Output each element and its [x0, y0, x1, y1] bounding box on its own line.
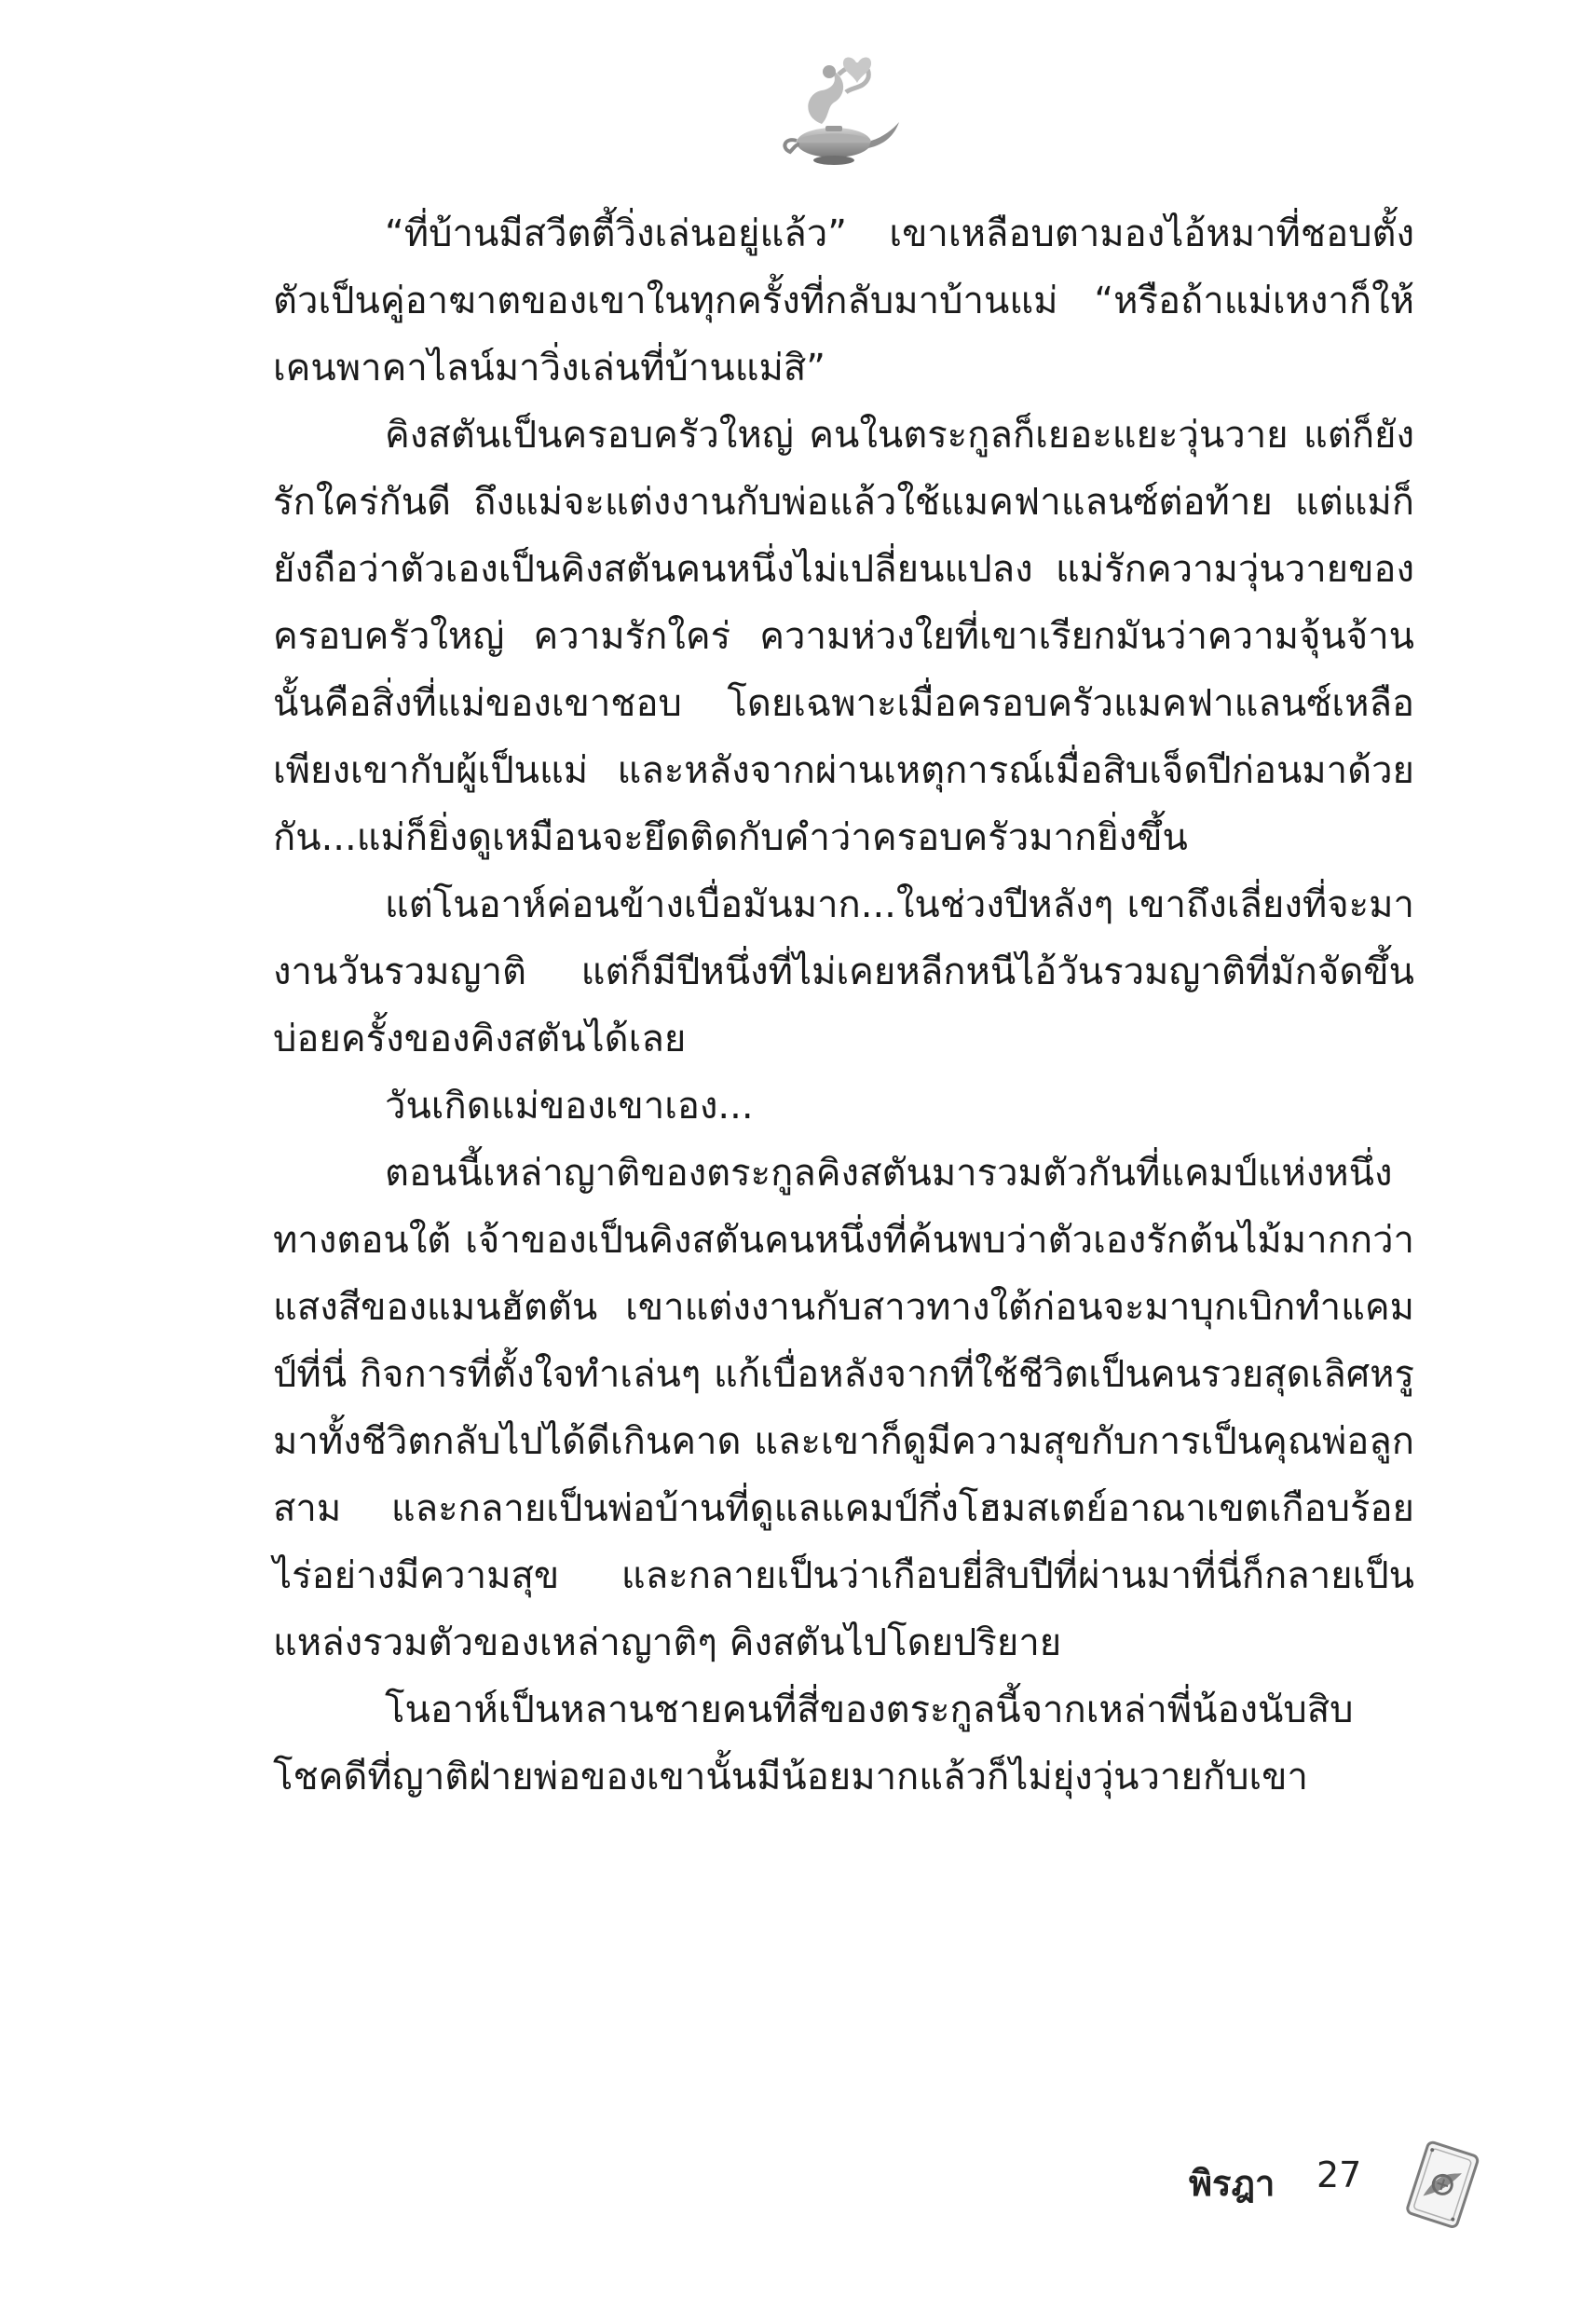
author-name: พิรฎา [1189, 2163, 1275, 2204]
paragraph: คิงสตันเป็นครอบครัวใหญ่ คนในตระกูลก็เยอะแยะวุ่นวาย แต่ก็ยังรักใคร่กันดี ถึงแม่จะแต่งงานกับพ่อแล้วใช้แมคฟาแลนซ์ต่อท้าย แต่แม่ก็ยังถือว่าตัวเองเป็นคิงสตันคนหนึ่งไม่เปลี่ยนแปลง แม่รักความวุ่นวายของครอบครัวใหญ่ ความรักใคร่ ความห่วงใยที่เขาเรียกมันว่าความจุ้นจ้านนั้นคือสิ่งที่แม่ของเขาชอบ โดยเฉพาะเมื่อครอบครัวแมคฟาแลนซ์เหลือเพียงเขากับผู้เป็นแม่ และหลังจากผ่านเหตุการณ์เมื่อสิบเจ็ดปีก่อนมาด้วยกัน...แม่ก็ยิ่งดูเหมือนจะยึดติดกับคำว่าครอบครัวมากยิ่งขึ้น [273, 414, 1414, 859]
paragraph: “ที่บ้านมีสวีตตี้วิ่งเล่นอยู่แล้ว” เขาเหลือบตามองไอ้หมาที่ชอบตั้งตัวเป็นคู่อาฆาตของเขาในทุกครั้งที่กลับมาบ้านแม่ “หรือถ้าแม่เหงาก็ให้เคนพาคาไลน์มาวิ่งเล่นที่บ้านแม่สิ” [273, 212, 1414, 390]
page-footer [1183, 2134, 1519, 2236]
genie-lamp-icon [764, 51, 904, 172]
page-number: 27 [1316, 2154, 1362, 2195]
paragraph: วันเกิดแม่ของเขาเอง... [385, 1085, 754, 1128]
paragraph: แต่โนอาห์ค่อนข้างเบื่อมันมาก...ในช่วงปีหลังๆ เขาถึงเลี่ยงที่จะมางานวันรวมญาติ แต่ก็มีปีหนึ่งที่ไม่เคยหลีกหนีไอ้วันรวมญาติที่มักจัดขึ้นบ่อยครั้งของคิงสตันได้เลย [273, 883, 1414, 1060]
playing-card-icon [1390, 2134, 1493, 2236]
page-body [273, 200, 1414, 1811]
paragraph: โนอาห์เป็นหลานชายคนที่สี่ของตระกูลนี้จากเหล่าพี่น้องนับสิบโชคดีที่ญาติฝ่ายพ่อของเขานั้นมีน้อยมากแล้วก็ไม่ยุ่งวุ่นวายกับเขา [273, 1689, 1354, 1798]
paragraph: ตอนนี้เหล่าญาติของตระกูลคิงสตันมารวมตัวกันที่แคมป์แห่งหนึ่งทางตอนใต้ เจ้าของเป็นคิงสตันคนหนึ่งที่ค้นพบว่าตัวเองรักต้นไม้มากกว่าแสงสีของแมนฮัตตัน เขาแต่งงานกับสาวทางใต้ก่อนจะมาบุกเบิกทำแคมป์ที่นี่ กิจการที่ตั้งใจทำเล่นๆ แก้เบื่อหลังจากที่ใช้ชีวิตเป็นคนรวยสุดเลิศหรูมาทั้งชีวิตกลับไปได้ดีเกินคาด และเขาก็ดูมีความสุขกับการเป็นคุณพ่อลูกสาม และกลายเป็นพ่อบ้านที่ดูแลแคมป์กึ่งโฮมสเตย์อาณาเขตเกือบร้อยไร่อย่างมีความสุข และกลายเป็นว่าเกือบยี่สิบปีที่ผ่านมาที่นี่ก็กลายเป็นแหล่งรวมตัวของเหล่าญาติๆ คิงสตันไปโดยปริยาย [273, 1152, 1414, 1664]
